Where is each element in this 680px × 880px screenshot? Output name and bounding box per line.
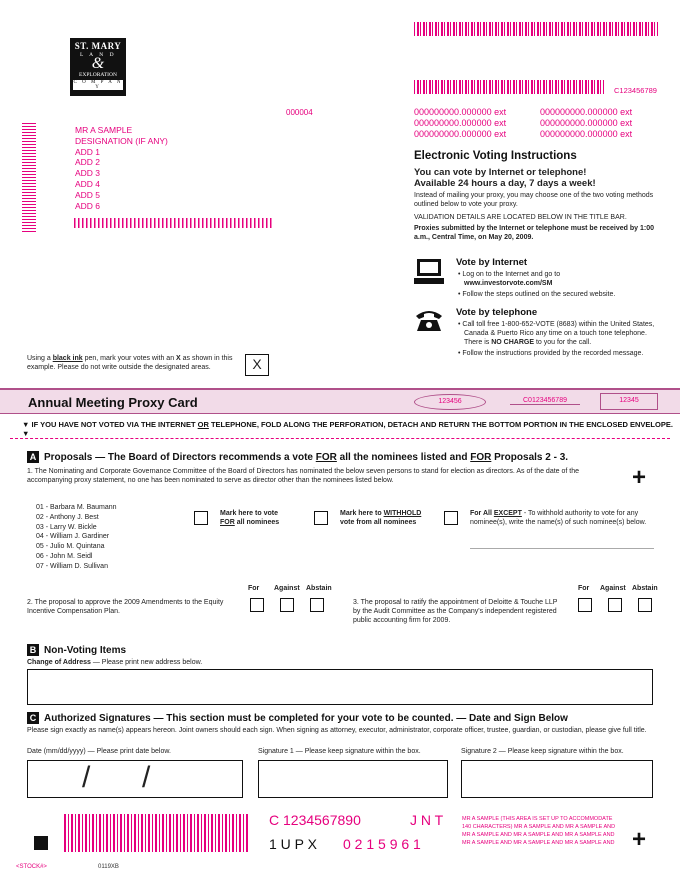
col-abstain: Abstain (306, 585, 332, 592)
ext-line: 000000000.000000 ext (414, 129, 507, 139)
validation-code-3: 12345 (619, 397, 639, 404)
phone-bullet-2: • Follow the instructions provided by the recorded message. (458, 350, 644, 357)
phone-step: Call toll free 1-800-652-VOTE (8683) within the United States, Canada & Puerto Rico any time on a touch tone telephone. There is (462, 321, 655, 346)
postal-barcode (74, 218, 274, 228)
validation-note: VALIDATION DETAILS ARE LOCATED BELOW IN THE TITLE BAR. (414, 213, 627, 221)
section-a-title: Proposals — The Board of Directors recommends a vote (44, 452, 316, 463)
p2-abstain-checkbox[interactable] (310, 598, 324, 612)
ink-text: Using a (27, 355, 53, 362)
footer-code-3: 1 U P X (269, 836, 317, 852)
section-letter: C (27, 712, 39, 724)
perforation-line (10, 438, 670, 439)
mailing-address (75, 125, 168, 211)
triangle-down-icon: ▼ (22, 420, 32, 429)
date-separator: / (82, 761, 91, 794)
logo-amp: & (91, 55, 105, 72)
proxy-card-title: Annual Meeting Proxy Card (28, 395, 198, 410)
section-c-heading (27, 712, 568, 724)
voting-instructions (414, 150, 660, 243)
nominee: 05 - Julio M. Quintana (36, 543, 105, 551)
validation-box (600, 393, 658, 410)
col-abstain: Abstain (632, 585, 658, 592)
fold-text: IF YOU HAVE NOT VOTED VIA THE INTERNET (31, 420, 198, 429)
voting-intro: Instead of mailing your proxy, you may choose one of the two voting methods outlined below to vote your proxy. (414, 192, 654, 208)
example-mark-box (245, 354, 269, 376)
internet-title: Vote by Internet (456, 257, 528, 268)
section-a-title: all the nominees listed and (336, 452, 471, 463)
proxy-card-band (0, 388, 680, 414)
ext-line: 000000000.000000 ext (540, 107, 633, 117)
doc-code: C123456789 (614, 86, 657, 95)
nominee-list (36, 503, 117, 572)
p3-abstain-checkbox[interactable] (638, 598, 652, 612)
internet-section (456, 257, 662, 299)
nominee: 06 - John M. Seidl (36, 552, 93, 560)
example-mark: X (252, 356, 262, 372)
option-text: WITHHOLD (383, 510, 422, 517)
signature-1-field[interactable] (258, 760, 448, 798)
fold-text: TELEPHONE, FOLD ALONG THE PERFORATION, DETACH AND RETURN THE BOTTOM PORTION IN THE ENCLOSED ENVELOPE. (208, 420, 673, 429)
ink-instructions (27, 355, 239, 373)
ext-line: 000000000.000000 ext (414, 107, 507, 117)
for-all-except-label (470, 510, 660, 528)
footer-note: MR A SAMPLE (THIS AREA IS SET UP TO ACCOMMODATE 140 CHARACTERS) MR A SAMPLE AND MR A SAMPLE AND MR A SAMPLE AND MR A SAMPLE AND MR A SAMPLE AND MR A SAMPLE AND MR A SAMPLE AND MR A SAMPLE AND (462, 816, 616, 846)
ink-text: X (176, 355, 181, 362)
registration-square (34, 836, 48, 850)
voting-deadline: Proxies submitted by the Internet or telephone must be received by 1:00 a.m., Central Time, on May 20, 2009. (414, 225, 655, 242)
address-line: ADD 5 (75, 189, 101, 200)
col-for: For (578, 585, 590, 592)
internet-url[interactable]: www.investorvote.com/SM (464, 280, 553, 287)
coa-text: — Please print new address below. (90, 659, 203, 666)
triangle-down-icon: ▼ (22, 429, 30, 438)
footer-code-2: J N T (410, 812, 444, 828)
form-code: 0119XB (98, 864, 119, 870)
ext-line: 000000000.000000 ext (540, 129, 633, 139)
validation-code-2 (510, 397, 580, 405)
option-text: EXCEPT (493, 510, 522, 517)
voting-headline-1: You can vote by Internet or telephone! (414, 167, 587, 178)
telephone-icon (414, 308, 444, 332)
date-field[interactable] (27, 760, 243, 798)
signature-1-label: Signature 1 — Please keep signature within the box. (258, 748, 421, 755)
address-line: ADD 1 (75, 146, 101, 157)
fold-instruction (22, 420, 680, 438)
nominee: 04 - William J. Gardiner (36, 533, 110, 541)
proposal-1-text: 1. The Nominating and Corporate Governance Committee of the Board of Directors has nominated the below seven persons to stand for election as directors. As of the date of the accompanying proxy statement, no one has been nominated to serve as director other than the nominees listed below. (27, 468, 580, 484)
section-a-title: FOR (470, 452, 492, 463)
logo-line1: ST. MARY (74, 41, 122, 51)
internet-bullet-1: • Log on to the Internet and go to www.investorvote.com/SM (458, 271, 561, 287)
voting-title: Electronic Voting Instructions (414, 150, 577, 162)
section-b-title: Non-Voting Items (44, 645, 127, 656)
internet-step: Log on to the Internet and go to (462, 271, 561, 278)
section-c-title: Authorized Signatures — This section must be completed for your vote to be counted. — Date and Sign Below (44, 713, 568, 724)
signature-instructions: Please sign exactly as name(s) appears hereon. Joint owners should each sign. When signing as attorney, executor, administrator, corporate officer, trustee, guardian, or custodian, please give full title. (27, 727, 647, 734)
option-text: Mark here to (340, 510, 384, 517)
sequence-number: 000004 (286, 108, 313, 117)
footer-plus-mark: + (632, 826, 647, 853)
phone-section (456, 307, 662, 358)
fold-text: OR (197, 420, 209, 429)
barcode-top (414, 22, 658, 36)
barcode-vertical (22, 122, 36, 232)
computer-icon (414, 258, 444, 286)
date-separator: / (142, 761, 151, 794)
col-against: Against (600, 585, 626, 592)
p3-for-checkbox[interactable] (578, 598, 592, 612)
col-against: Against (274, 585, 300, 592)
vote-columns-left (248, 585, 332, 594)
address-line: ADD 6 (75, 200, 101, 211)
logo-line2: L A N D (79, 52, 117, 58)
p2-against-checkbox[interactable] (280, 598, 294, 612)
withhold-all-checkbox[interactable] (314, 511, 328, 525)
vote-columns-right (578, 585, 658, 594)
except-names-line[interactable] (470, 548, 654, 549)
validation-code-2-text: C0123456789 (523, 397, 567, 404)
validation-oval (414, 394, 486, 410)
company-logo (70, 38, 126, 96)
change-of-address-field[interactable] (27, 669, 653, 705)
signature-2-label: Signature 2 — Please keep signature within the box. (461, 748, 624, 755)
vote-for-all-label (220, 510, 279, 528)
ext-line: 000000000.000000 ext (414, 118, 507, 128)
address-line: ADD 3 (75, 168, 101, 179)
footer-code-4: 0 2 1 5 9 6 1 (343, 836, 421, 852)
p3-against-checkbox[interactable] (608, 598, 622, 612)
footer-barcode (64, 814, 250, 852)
nominee: 02 - Anthony J. Best (36, 513, 99, 521)
ink-text: pen, mark your votes with an (82, 355, 177, 362)
plus-mark: + (632, 464, 647, 491)
stock-number: <STOCK#> (16, 864, 47, 870)
section-a-title: FOR (315, 452, 337, 463)
address-line: ADD 4 (75, 178, 101, 189)
option-text: FOR (220, 518, 235, 526)
internet-step: Follow the steps outlined on the secured website. (462, 291, 616, 298)
phone-bullet-1: • Call toll free 1-800-652-VOTE (8683) within the United States, Canada & Puerto Rico any time on a touch tone telephone. There is NO CHARGE to you for the call. (458, 321, 655, 346)
col-for: For (248, 585, 260, 592)
section-letter: A (27, 451, 39, 463)
phone-step: Follow the instructions provided by the recorded message. (462, 350, 644, 357)
ext-column-left (414, 107, 506, 140)
ext-column-right (540, 107, 632, 140)
section-b-heading (27, 644, 126, 656)
voting-headline-2: Available 24 hours a day, 7 days a week! (414, 178, 596, 189)
phone-title: Vote by telephone (456, 307, 538, 318)
no-charge: NO CHARGE (491, 339, 535, 346)
barcode-secondary (414, 80, 604, 94)
validation-code-1: 123456 (438, 398, 462, 405)
option-text: vote from all nominees (340, 518, 417, 526)
change-of-address-label (27, 659, 202, 668)
address-line: ADD 2 (75, 157, 101, 168)
phone-step: to you for the call. (534, 339, 592, 346)
option-text: Mark here to vote (220, 510, 278, 517)
coa-label: Change of Address (27, 659, 91, 666)
option-text: - To withhold authority to vote for any nominee(s), write the name(s) of such nominee(s) below. (470, 510, 647, 526)
ink-text: as shown in this example. Please do not write outside the designated areas. (27, 355, 233, 371)
p2-for-checkbox[interactable] (250, 598, 264, 612)
internet-bullet-2: • Follow the steps outlined on the secured website. (458, 291, 616, 298)
ink-text: black ink (52, 355, 83, 362)
section-a-title: Proposals 2 - 3. (491, 452, 569, 463)
logo-line3: EXPLORATION (79, 72, 117, 78)
nominee: 03 - Larry W. Bickle (36, 523, 97, 531)
date-label: Date (mm/dd/yyyy) — Please print date below. (27, 748, 171, 755)
vote-for-all-checkbox[interactable] (194, 511, 208, 525)
ext-line: 000000000.000000 ext (540, 118, 633, 128)
footer-code-1: C 1234567890 (269, 812, 361, 828)
section-letter: B (27, 644, 39, 656)
section-a-heading (27, 451, 568, 463)
withhold-all-label (340, 510, 421, 528)
for-all-except-checkbox[interactable] (444, 511, 458, 525)
address-line: DESIGNATION (IF ANY) (75, 135, 168, 146)
option-text: all nominees (234, 518, 280, 526)
logo-line4: C O M P A N Y (73, 80, 123, 90)
proposal-2-text: 2. The proposal to approve the 2009 Amendments to the Equity Incentive Compensation Plan. (27, 599, 224, 615)
address-line: MR A SAMPLE (75, 125, 133, 135)
nominee: 01 - Barbara M. Baumann (36, 504, 117, 511)
option-text: For All (470, 510, 494, 517)
nominee: 07 - William D. Sullivan (36, 562, 108, 570)
signature-2-field[interactable] (461, 760, 653, 798)
proposal-3-text: 3. The proposal to ratify the appointment of Deloitte & Touche LLP by the Audit Committee as the Company's independent registered public accounting firm for 2009. (353, 599, 558, 624)
